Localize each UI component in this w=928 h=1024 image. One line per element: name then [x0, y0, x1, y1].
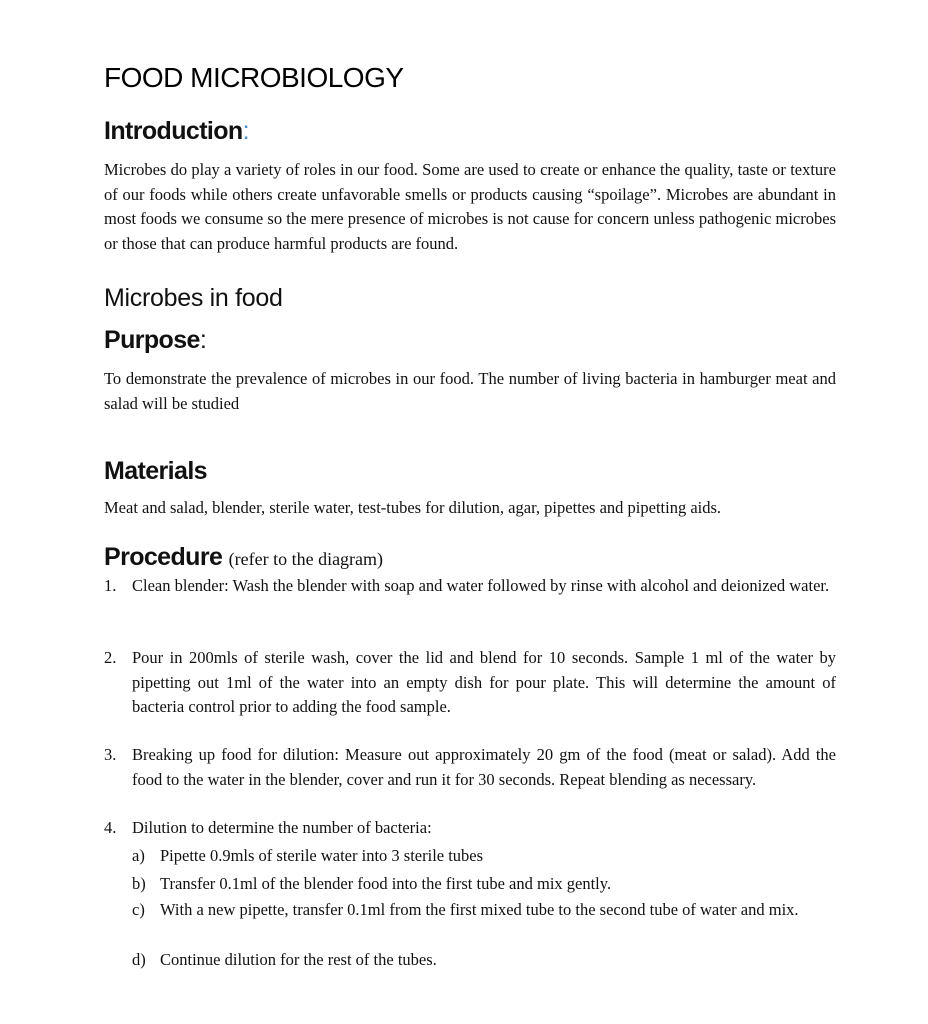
step-number: 2. [104, 648, 117, 667]
substep-letter: c) [132, 900, 145, 919]
substep-letter: a) [132, 846, 145, 865]
materials-heading: Materials [104, 457, 207, 485]
microbes-in-food-heading: Microbes in food [104, 284, 283, 312]
step-number: 4. [104, 818, 117, 837]
substep-text: Transfer 0.1ml of the blender food into the first tube and mix gently. [160, 874, 612, 893]
procedure-substep [132, 872, 836, 897]
substep-text: With a new pipette, transfer 0.1ml from the first mixed tube to the second tube of water and mix. [160, 900, 799, 919]
step-text: Breaking up food for dilution: Measure out approximately 20 gm of the food (meat or salad). Add the food to the water in the blender, cover and run it for 30 seconds. Repeat blending as necessary. [132, 745, 836, 789]
substep-text: Pipette 0.9mls of sterile water into 3 sterile tubes [160, 846, 484, 865]
introduction-heading [104, 117, 249, 146]
purpose-heading-label: Purpose [104, 326, 200, 354]
substep-letter: b) [132, 874, 146, 893]
introduction-paragraph: Microbes do play a variety of roles in our food. Some are used to create or enhance the quality, taste or texture of our foods while others create unfavorable smells or products causing “spoilage”. Microbes are abundant in most foods we consume so the mere presence of microbes is not cause for concern unless pathogenic microbes or those that can produce harmful products are found. [104, 160, 836, 253]
procedure-step [104, 816, 836, 841]
step-number: 1. [104, 576, 117, 595]
purpose-heading-colon: : [199, 326, 207, 354]
procedure-heading-label: Procedure [104, 543, 223, 571]
purpose-paragraph: To demonstrate the prevalence of microbes in our food. The number of living bacteria in hamburger meat and salad will be studied [104, 369, 836, 413]
procedure-substep [132, 844, 836, 869]
substep-text: Continue dilution for the rest of the tubes. [160, 950, 437, 969]
procedure-step [104, 646, 836, 720]
procedure-note: (refer to the diagram) [228, 549, 384, 569]
introduction-heading-colon: : [242, 117, 249, 145]
step-text: Clean blender: Wash the blender with soap and water followed by rinse with alcohol and deionized water. [132, 576, 830, 595]
procedure-step [104, 743, 836, 792]
procedure-step [104, 574, 836, 599]
introduction-heading-label: Introduction [104, 117, 243, 145]
procedure-heading [104, 543, 383, 572]
document-title: FOOD MICROBIOLOGY [104, 62, 404, 93]
step-text: Dilution to determine the number of bacteria: [132, 818, 432, 837]
step-number: 3. [104, 745, 117, 764]
materials-paragraph: Meat and salad, blender, sterile water, test-tubes for dilution, agar, pipettes and pipetting aids. [104, 498, 722, 517]
step-text: Pour in 200mls of sterile wash, cover the lid and blend for 10 seconds. Sample 1 ml of the water by pipetting out 1ml of the water into an empty dish for pour plate. This will determine the amount of bacteria control prior to adding the food sample. [132, 648, 836, 716]
procedure-substep [132, 898, 836, 923]
substep-letter: d) [132, 950, 146, 969]
purpose-heading [104, 326, 206, 355]
procedure-substep [132, 948, 836, 973]
